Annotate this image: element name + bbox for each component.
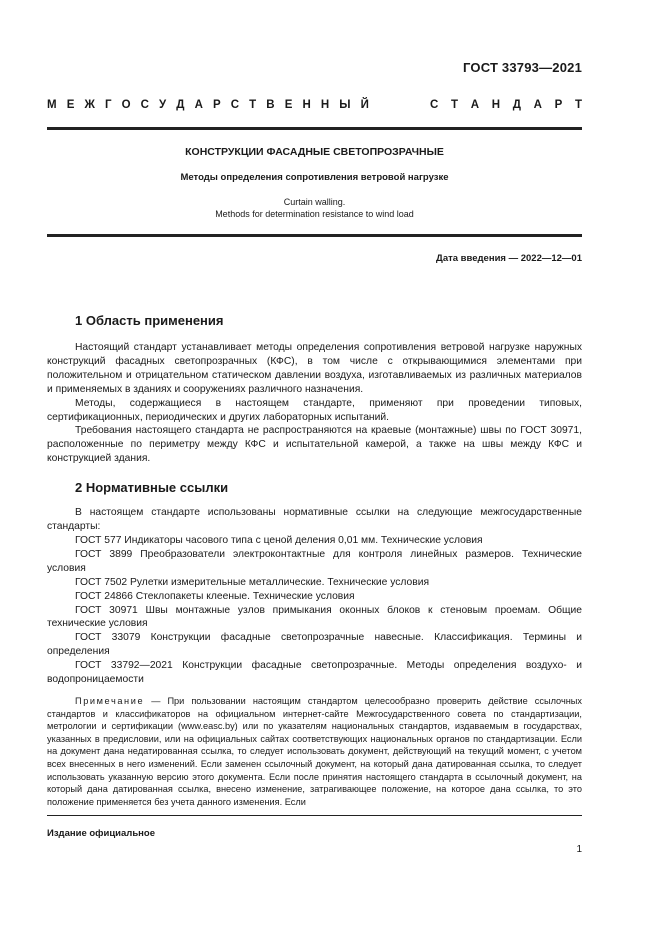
intro-date: Дата введения — 2022—12—01 [436,253,582,264]
english-title-line-2: Methods for determination resistance to wind load [215,209,414,219]
english-title [47,196,582,220]
banner-letter: Н [302,99,311,111]
banner-letter: Д [512,99,521,111]
section-1-paragraph: Методы, содержащиеся в настоящем стандарте, применяют при проведении типовых, сертификационных, периодических и других лабораторных испытаний. [47,397,582,423]
section-1-heading: 1 Область применения [75,313,224,328]
banner-letter: Е [284,99,293,111]
official-edition-label: Издание официальное [47,828,155,839]
banner-letter: А [470,99,480,111]
banner-letter: У [159,99,167,111]
reference-item: ГОСТ 7502 Рулетки измерительные металлические. Технические условия [75,576,430,588]
footer-rule [47,815,582,816]
banner-letter: Д [176,99,185,111]
banner-letter: Н [491,99,501,111]
section-2-intro: В настоящем стандарте использованы нормативные ссылки на следующие межгосударственные стандарты: [47,507,582,533]
reference-item: ГОСТ 33079 Конструкции фасадные светопрозрачные навесные. Классификация. Термины и определения [47,632,582,658]
banner-letter: Е [66,99,75,111]
english-title-line-1: Curtain walling. [283,197,346,207]
reference-item: ГОСТ 3899 Преобразователи электроконтактные для контроля линейных размеров. Технические условия [47,548,582,574]
banner-letter: Ж [84,99,95,111]
banner-letter: М [47,99,57,111]
banner-word-standard [430,99,582,111]
banner-letter: Ы [339,99,351,111]
title-rule [47,234,582,237]
reference-item: ГОСТ 30971 Швы монтажные узлов примыкания оконных блоков к стеновым проемам. Общие технические условия [47,604,582,630]
section-1-paragraph: Требования настоящего стандарта не распространяются на краевые (монтажные) швы по ГОСТ 30971, расположенные по периметру между КФС и испытательной камерой, а также на швы между КФС и конструкцией здания. [47,425,582,465]
banner-letter: О [121,99,131,111]
document-title: КОНСТРУКЦИИ ФАСАДНЫЕ СВЕТОПРОЗРАЧНЫЕ [185,146,444,158]
section-2-heading: 2 Нормативные ссылки [75,480,229,496]
banner-letter: С [140,99,149,111]
banner-letter: Т [249,99,257,111]
note-paragraph [47,695,582,808]
banner-letter: Р [554,99,563,111]
banner [47,99,582,111]
banner-word-interstate [47,99,369,111]
section-1-paragraph: Настоящий стандарт устанавливает методы определения сопротивления ветровой нагрузке наружных конструкций фасадных светопрозрачных (КФС), в том числе с открывающимися элементами при положительном и отрицательном статическом давлении воздуха, изготавливаемых из различных материалов и применяемых в зданиях и сооружениях различного назначения. [47,342,582,395]
reference-item: ГОСТ 577 Индикаторы часового типа с ценой деления 0,01 мм. Технические условия [75,534,483,546]
banner-letter: Т [574,99,582,111]
banner-letter: А [533,99,542,111]
banner-letter: С [230,99,240,111]
banner-letter: Й [360,99,369,111]
banner-letter: Г [104,99,112,111]
reference-item: ГОСТ 24866 Стеклопакеты клееные. Технические условия [75,590,355,602]
note-text: — При пользовании настоящим стандартом целесообразно проверить действие ссылочных стандартов и классификаторов на официальном интернет-сайте Межгосударственного совета по стандартизации, метрологии и сертификации (www.easc.by) или по указателям национальных стандартов, издаваемым в государствах, указанных в предисловии, или на официальных сайтах соответствующих национальных органов по стандартизации. Если на документ дана недатированная ссылка, то следует использовать документ, действующий на текущий момент, с учетом всех внесенных в него изменений. Если заменен ссылочный документ, на который дана датированная ссылка, то следует использовать указанную версию этого документа. Если после принятия настоящего стандарта в ссылочный документ, на который дана датированная ссылка, внесено изменение, затрагивающее положение, на которое дана ссылка, то это положение применяется без учета данного изменения. Если [47,695,582,807]
reference-item: ГОСТ 33792—2021 Конструкции фасадные светопрозрачные. Методы определения воздухо- и водопроницаемости [47,660,582,686]
banner-letter: Н [320,99,330,111]
note-label: Примечание [75,695,145,706]
header-rule [47,127,582,130]
banner-letter: А [194,99,203,111]
banner-letter: Т [451,99,459,111]
main-content [47,313,582,808]
banner-letter: В [266,99,275,111]
page-number: 1 [576,844,582,855]
standard-id: ГОСТ 33793—2021 [463,60,582,75]
banner-letter: С [430,99,439,111]
document-subtitle: Методы определения сопротивления ветровой нагрузке [180,172,449,183]
banner-letter: Р [212,99,221,111]
